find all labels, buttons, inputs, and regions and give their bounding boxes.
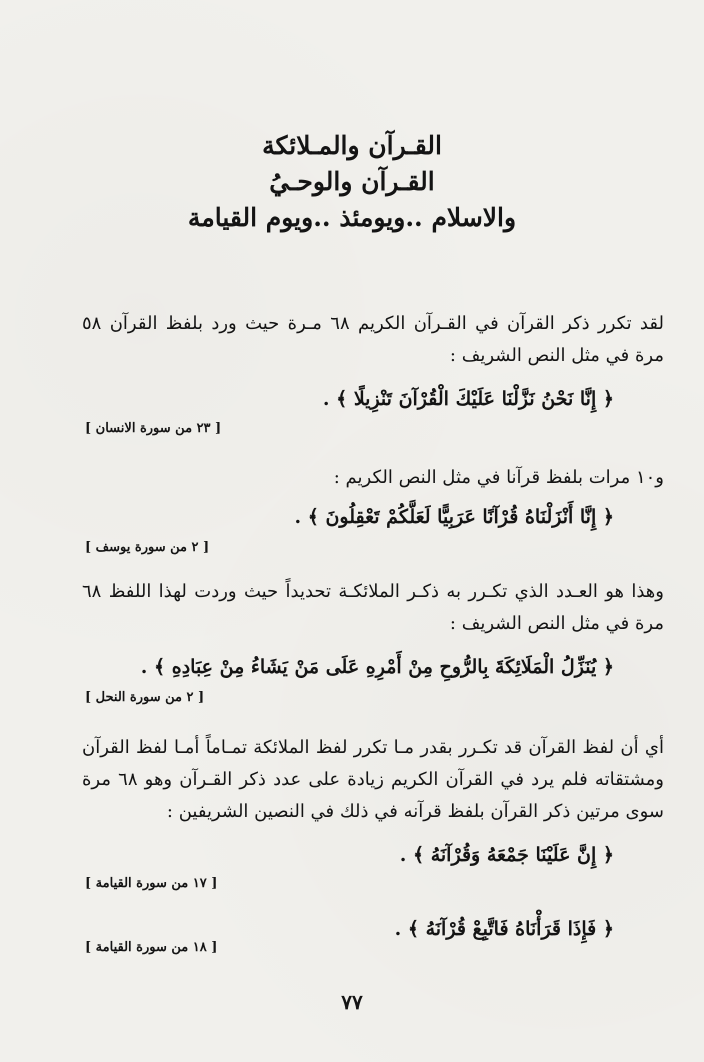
chapter-titles — [180, 128, 524, 236]
verse-2: ﴿ إِنَّا أَنْزَلْنَاهُ قُرْآنًا عَرَبِيًّا لَعَلَّكُمْ تَعْقِلُونَ ﴾ . — [294, 506, 614, 528]
verse-1: ﴿ إِنَّا نَحْنُ نَزَّلْنَا عَلَيْكَ الْقُرْآنَ تَنْزِيلًا ﴾ . — [322, 388, 614, 410]
paragraph-text: و١٠ مرات بلفظ قرآنا في مثل النص الكريم : — [333, 467, 664, 488]
verse-4: ﴿ إِنَّ عَلَيْنَا جَمْعَهُ وَقُرْآنَهُ ﴾ . — [399, 844, 614, 866]
title-line-3: والاسلام ..ويومئذ ..ويوم القيامة — [187, 203, 517, 232]
paragraph-text: أي أن لفظ القرآن قد تكـرر بقدر مـا تكرر لفظ الملائكة تمـاماً أمـا لفظ القرآن ومشتقاته فلم يرد في القرآن الكريم زيادة على عدد ذكر القـرآن وهو ٦٨ مرة سوى مرتين ذكر القرآن بلفظ قرآنه في ذلك في النصين الشريفين : — [82, 737, 665, 822]
paragraph-4 — [82, 732, 664, 828]
paragraph-1 — [82, 308, 664, 372]
verse-reference-2: [ ٢ من سورة يوسف ] — [85, 540, 210, 555]
title-line-1: القـرآن والمـلائكة — [262, 131, 442, 160]
paragraph-3 — [82, 576, 664, 640]
paragraph-text: وهذا هو العـدد الذي تكـرر به ذكـر الملائكـة تحديداً حيث وردت لهذا اللفظ ٦٨ مرة في مثل النص الشريف : — [82, 581, 664, 634]
title-line-2: القـرآن والوحـيُ — [269, 167, 435, 196]
verse-reference-4: [ ١٧ من سورة القيامة ] — [85, 876, 218, 891]
verse-reference-3: [ ٢ من سورة النحل ] — [85, 690, 205, 705]
paragraph-text: لقد تكرر ذكر القرآن في القـرآن الكريم ٦٨ مـرة حيث ورد بلفظ القرآن ٥٨ مرة في مثل النص الشريف : — [82, 313, 664, 366]
paragraph-2 — [82, 462, 664, 494]
verse-reference-5: [ ١٨ من سورة القيامة ] — [85, 940, 218, 955]
verse-5: ﴿ فَإِذَا قَرَأْنَاهُ فَاتَّبِعْ قُرْآنَهُ ﴾ . — [394, 918, 614, 940]
verse-3: ﴿ يُنَزِّلُ الْمَلَائِكَةَ بِالرُّوحِ مِنْ أَمْرِهِ عَلَى مَنْ يَشَاءُ مِنْ عِبَادِهِ ﴾ . — [140, 656, 614, 678]
verse-reference-1: [ ٢٣ من سورة الانسان ] — [85, 421, 222, 436]
page-number: ٧٧ — [341, 990, 363, 1014]
